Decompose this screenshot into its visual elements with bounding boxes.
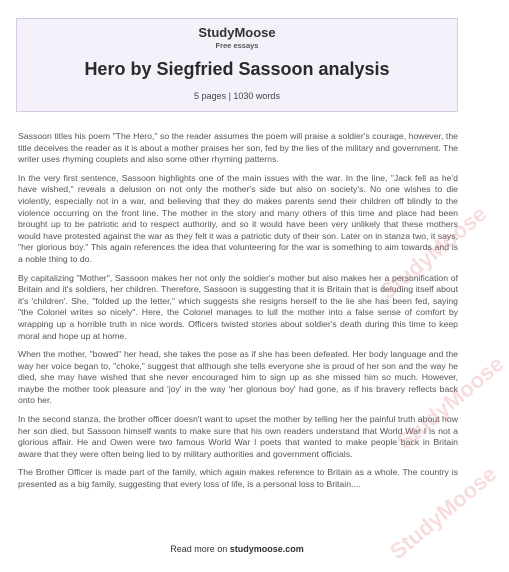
watermark: StudyMoose [384, 461, 502, 565]
footer-prefix: Read more on [170, 544, 228, 554]
essay-title: Hero by Siegfried Sassoon analysis [84, 59, 390, 79]
paragraph: By capitalizing "Mother", Sassoon makes her not only the soldier's mother but also makes her a personification of Britain and it's soldiers, her children. Therefore, Sassoon is suggesting that it is Britain that is deluding itself about it's 'children'. She, "folded up the letter," which suggests she resigns herself to the lie she has been fed, saying "the Colonel writes so nicely". Here, the Colonel manages to lull the mother into a false sense of comfort by wrapping up a horrible truth in nice words. Officers twisted stories about soldier's death during this time to keep moral and hope up at home. [18, 272, 458, 341]
paragraph: When the mother, "bowed" her head, she takes the pose as if she has been defeated. Her body language and the way her voice began to, "choke," suggest that although she tells everyone she is proud of her son and the way he died, she may have wished that she never encouraged him to sign up as she missed him so much. However, maybe the mother took pleasure and 'joy' in the way 'her glorious boy' had gone, as if his bravery reflects back onto her. [18, 349, 458, 406]
paragraph: In the second stanza, the brother officer doesn't want to upset the mother by telling her the painful truth about how her son died, but Sassoon himself wants to make sure that his own readers understand that World War I is not a glorious affair. He and Owen were two famous World War I poets that wanted to make people back in Britain aware that they were often being lied to by military authorities and government officials. [18, 414, 458, 459]
brand-tagline: Free essays [215, 41, 259, 50]
footer-site-link[interactable]: studymoose.com [229, 544, 304, 554]
watermark: StudyMoose [391, 351, 509, 455]
brand-name: StudyMoose [198, 25, 276, 40]
footer [0, 544, 474, 554]
header-box [16, 18, 458, 112]
watermark: StudyMoose [374, 201, 492, 305]
essay-meta: 5 pages | 1030 words [194, 91, 280, 101]
essay-body [18, 131, 458, 498]
paragraph: In the very first sentence, Sassoon highlights one of the main issues with the war. In the line, "Jack fell as he'd have wished," reveals a delusion on not only the mother's side but also on society's. No one wishes to die violently, especially not in a war, and believing that they do makes parents send their children off blindly to the violence occurring on the front line. The mother in the story and many others of this time and place had been brought up to be patriotic and to respect authority, and so it would have been very unlikely that these mothers would have protested against the war as they felt it was a patriotic duty of their son. Later on in stanza two, it says, "her glorious boy." This again references the idea that volunteering for the war is something to aim towards and is a noble thing to do. [18, 172, 458, 264]
paragraph: The Brother Officer is made part of the family, which again makes reference to Britain as a whole. The country is presented as a big family, suggesting that every loss of life, is a personal loss to Britain.... [18, 467, 458, 490]
paragraph: Sassoon titles his poem "The Hero," so the reader assumes the poem will praise a soldier's courage, however, the title deceives the reader as it is about a mother praises her son, fed by the lies of the military and government. The writer uses rhyming couplets and also some other rhyming patterns. [18, 131, 458, 165]
